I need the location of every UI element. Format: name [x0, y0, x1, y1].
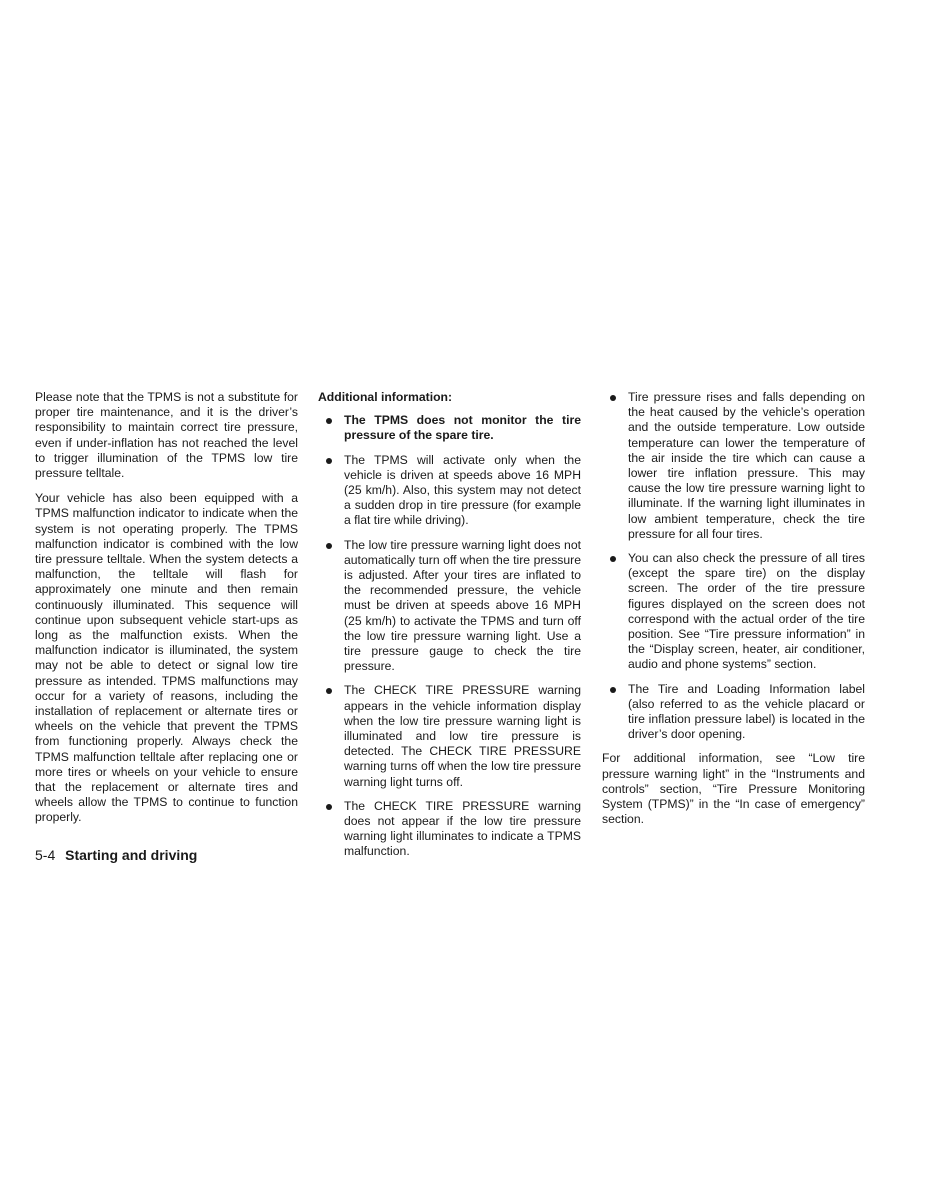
- section-title: Starting and driving: [65, 847, 198, 863]
- list-item-text: The TPMS will activate only when the vehicle is driven at speeds above 16 MPH (25 km/h). Also, this system may not detect a sudden drop in tire pressure (for example a flat tire while driving).: [344, 452, 581, 528]
- list-item: [318, 799, 581, 860]
- closing-paragraph: For additional information, see “Low tire pressure warning light” in the “Instruments and controls” section, “Tire Pressure Monitoring System (TPMS)” in the “In case of emergency” section.: [602, 751, 865, 827]
- list-item-text: The low tire pressure warning light does not automatically turn off when the tire pressure is adjusted. After your tires are inflated to the recommended pressure, the vehicle must be driven at speeds above 16 MPH (25 km/h) to activate the TPMS and turn off the low tire pressure warning light. Use a tire pressure gauge to check the tire pressure.: [344, 537, 581, 674]
- middle-column: [318, 390, 581, 869]
- bullet-icon: [326, 458, 332, 464]
- bullet-icon: [610, 687, 616, 693]
- additional-information-heading: Additional information:: [318, 390, 453, 404]
- list-item-text: The CHECK TIRE PRESSURE warning does not appear if the low tire pressure warning light illuminates to indicate a TPMS malfunction.: [344, 798, 581, 859]
- bullet-icon: [326, 804, 332, 810]
- list-item: [318, 538, 581, 675]
- intro-paragraph: Please note that the TPMS is not a substitute for proper tire maintenance, and it is the driver’s responsibility to maintain correct tire pressure, even if under-inflation has not reached the level to trigger illumination of the TPMS low tire pressure telltale.: [35, 390, 298, 481]
- page-number: 5-4: [35, 847, 56, 863]
- bullet-icon: [326, 543, 332, 549]
- list-item-text: The Tire and Loading Information label (also referred to as the vehicle placard or tire inflation pressure label) is located in the driver’s door opening.: [628, 681, 865, 742]
- bullet-icon: [610, 395, 616, 401]
- malfunction-indicator-paragraph: Your vehicle has also been equipped with a TPMS malfunction indicator to indicate when the system is not operating properly. The TPMS malfunction indicator is combined with the low tire pressure telltale. When the system detects a malfunction, the telltale will flash for approximately one minute and then remain continuously illuminated. This sequence will continue upon subsequent vehicle start-ups as long as the malfunction exists. When the malfunction indicator is illuminated, the system may not be able to detect or signal low tire pressure as intended. TPMS malfunctions may occur for a variety of reasons, including the installation of replacement or alternate tires or wheels on the vehicle that prevent the TPMS from functioning properly. Always check the TPMS malfunction telltale after replacing one or more tires or wheels on your vehicle to ensure that the replacement or alternate tires and wheels allow the TPMS to continue to function properly.: [35, 491, 298, 825]
- bullet-icon: [610, 556, 616, 562]
- list-item: [602, 551, 865, 673]
- list-item: [318, 413, 581, 443]
- tire-pressure-notes-list: [602, 390, 865, 742]
- bullet-icon: [326, 688, 332, 694]
- list-item-text: The TPMS does not monitor the tire pressure of the spare tire.: [344, 413, 581, 443]
- list-item: [602, 682, 865, 743]
- bullet-icon: [326, 418, 332, 424]
- list-item: [602, 390, 865, 542]
- page-footer: [35, 846, 197, 864]
- right-column: [602, 390, 865, 837]
- list-item: [318, 683, 581, 789]
- additional-information-list: [318, 413, 581, 859]
- list-item-text: The CHECK TIRE PRESSURE warning appears in the vehicle information display when the low tire pressure warning light is illuminated and low tire pressure is detected. The CHECK TIRE PRESSURE warning turns off when the low tire pressure warning light turns off.: [344, 683, 581, 789]
- left-column: [35, 390, 298, 836]
- list-item-text: Tire pressure rises and falls depending on the heat caused by the vehicle’s operation and the outside temperature. Low outside temperature can lower the temperature of the air inside the tire which can cause a lower tire inflation pressure. This may cause the low tire pressure warning light to illuminate. If the warning light illuminates in low ambient temperature, check the tire pressure for all four tires.: [628, 390, 865, 541]
- list-item: [318, 453, 581, 529]
- list-item-text: You can also check the pressure of all tires (except the spare tire) on the display screen. The order of the tire pressure figures displayed on the screen does not correspond with the actual order of the tire position. See “Tire pressure information” in the “Display screen, heater, air conditioner, audio and phone systems” section.: [628, 551, 865, 672]
